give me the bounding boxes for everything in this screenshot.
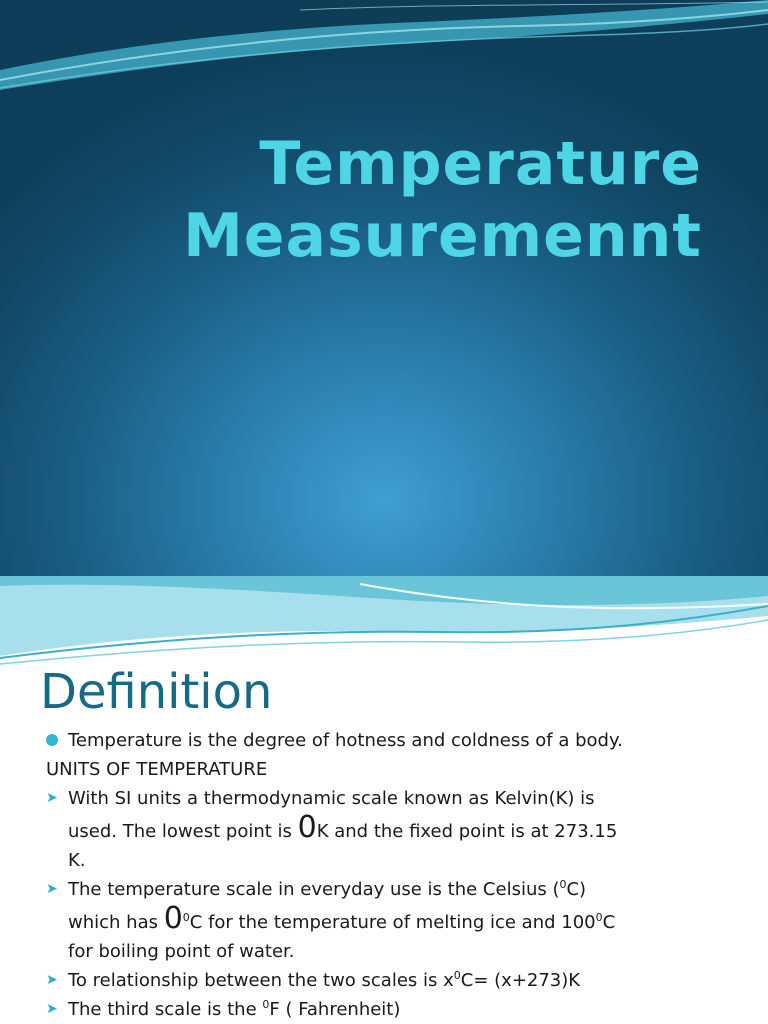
text-span: C= (x+273)K (460, 970, 581, 991)
list-item (46, 995, 746, 1024)
big-zero: 0 (163, 901, 183, 936)
degree-sup: 0 (182, 911, 190, 924)
list-item-text (68, 966, 746, 995)
list-item-text (68, 995, 746, 1024)
text-span: F ( Fahrenheit) (269, 999, 401, 1020)
bullet-text: Temperature is the degree of hotness and coldness of a body. (68, 730, 623, 751)
list-item-text (68, 875, 746, 904)
arrow-bullet-icon: ➤ (46, 881, 58, 897)
text-span: C) (566, 879, 587, 900)
list-item (46, 784, 746, 875)
text-span: The temperature scale in everyday use is the Celsius ( (68, 879, 560, 900)
list-item-text (68, 901, 746, 937)
degree-sup: 0 (262, 998, 270, 1011)
text-span: K and the fixed point is at 273.15 (316, 821, 618, 842)
slide-heading: Definition (40, 664, 273, 720)
arrow-bullet-icon: ➤ (46, 1001, 58, 1017)
definition-body (46, 726, 746, 1024)
list-item-text: for boiling point of water. (68, 941, 295, 962)
slide-title (183, 128, 702, 272)
list-item (46, 966, 746, 995)
title-line-2: Measuremennt (183, 201, 702, 271)
wave-decoration-top (0, 576, 768, 671)
text-span: The third scale is the (68, 999, 263, 1020)
arrow-bullet-icon: ➤ (46, 790, 58, 806)
degree-sup: 0 (453, 969, 461, 982)
bullet-item (46, 726, 746, 755)
text-span: C (602, 912, 616, 933)
list-item (46, 875, 746, 966)
text-span: used. The lowest point is (68, 821, 298, 842)
title-line-1: Temperature (259, 129, 702, 199)
degree-sup: 0 (559, 878, 567, 891)
text-span: To relationship between the two scales is x (68, 970, 454, 991)
big-zero: 0 (297, 810, 317, 845)
list-item-text (68, 810, 746, 846)
degree-sup: 0 (595, 911, 603, 924)
units-label: UNITS OF TEMPERATURE (46, 759, 268, 780)
text-span: C for the temperature of melting ice and 100 (189, 912, 596, 933)
text-span: which has (68, 912, 164, 933)
list-item-text: K. (68, 850, 86, 871)
wave-decoration-top (0, 0, 768, 120)
arrow-bullet-icon: ➤ (46, 972, 58, 988)
bullet-dot-icon (46, 726, 58, 755)
list-item-text: With SI units a thermodynamic scale known as Kelvin(K) is (68, 788, 595, 809)
definition-slide (0, 576, 768, 1024)
